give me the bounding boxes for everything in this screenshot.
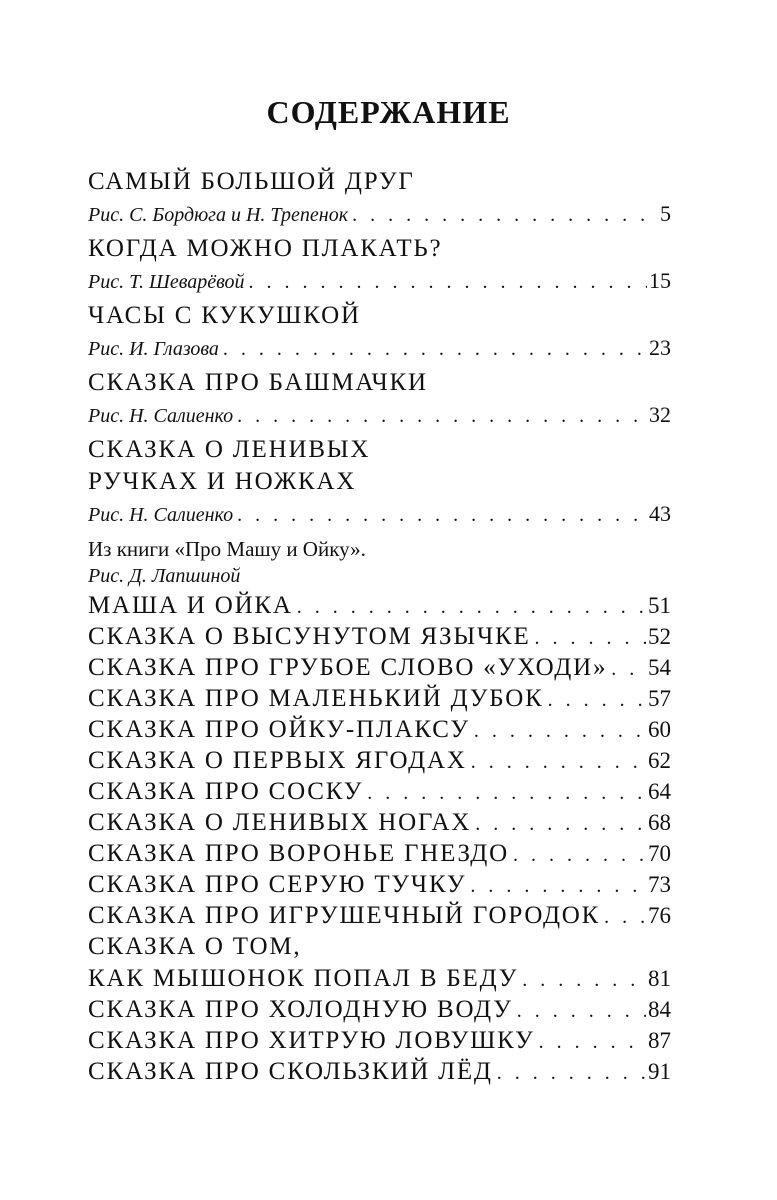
page-number: 91 <box>648 1059 671 1084</box>
dot-leader <box>493 1058 646 1089</box>
section-illustrator-row <box>88 265 671 296</box>
toc-entry <box>88 714 671 745</box>
entry-title: СКАЗКА ПРО ГРУБОЕ СЛОВО «УХОДИ» <box>88 654 608 681</box>
dot-leader <box>535 1027 646 1058</box>
dot-leader <box>600 902 646 933</box>
dot-leader <box>219 334 647 365</box>
page-number: 76 <box>648 903 671 928</box>
toc-entry <box>88 776 671 807</box>
dot-leader <box>233 500 647 531</box>
entry-title: СКАЗКА ПРО СОСКУ <box>88 778 364 805</box>
page-number: 62 <box>648 748 671 773</box>
entry-title-first-line: СКАЗКА О ТОМ, <box>88 933 302 960</box>
section-title-continued: РУЧКАХ И НОЖКАХ <box>88 468 357 495</box>
section-title: СКАЗКА О ЛЕНИВЫХ <box>88 436 371 463</box>
page-number: 32 <box>649 402 671 427</box>
toc-entry <box>88 900 671 931</box>
page-number: 54 <box>648 655 671 680</box>
illustrator-credit: Рис. Н. Салиенко <box>88 504 234 526</box>
book-illustrator-credit: Рис. Д. Лапшиной <box>88 565 241 587</box>
toc-entry <box>88 1056 671 1087</box>
toc-entry <box>88 838 671 869</box>
page-number: 70 <box>648 841 671 866</box>
dot-leader <box>531 623 646 654</box>
section-illustrator-row <box>88 498 671 529</box>
section-illustrator-row <box>88 198 671 229</box>
section-title: САМЫЙ БОЛЬШОЙ ДРУГ <box>88 168 415 195</box>
page-number: 68 <box>648 810 671 835</box>
entry-title: СКАЗКА ПРО МАЛЕНЬКИЙ ДУБОК <box>88 685 544 712</box>
entry-title: СКАЗКА ПРО СЕРУЮ ТУЧКУ <box>88 871 467 898</box>
toc-entry <box>88 590 671 621</box>
dot-leader <box>293 592 646 623</box>
dot-leader <box>466 871 646 902</box>
page-number: 51 <box>648 593 671 618</box>
dot-leader <box>607 654 646 685</box>
page-number: 57 <box>648 686 671 711</box>
page-title: СОДЕРЖАНИЕ <box>266 94 511 130</box>
page-number: 52 <box>648 624 671 649</box>
section-illustrator-row <box>88 399 671 430</box>
dot-leader <box>544 685 646 716</box>
page-number: 60 <box>648 717 671 742</box>
section-illustrator-row <box>88 332 671 363</box>
toc-entry <box>88 621 671 652</box>
dot-leader <box>509 840 646 871</box>
entry-title: СКАЗКА ПРО ХОЛОДНУЮ ВОДУ <box>88 996 513 1023</box>
book-intro: Из книги «Про Машу и Ойку». <box>88 537 366 561</box>
entry-title: СКАЗКА ПРО ВОРОНЬЕ ГНЕЗДО <box>88 840 509 867</box>
dot-leader <box>467 747 646 778</box>
dot-leader <box>363 778 646 809</box>
illustrator-credit: Рис. Н. Салиенко <box>88 405 234 427</box>
toc-entry <box>88 652 671 683</box>
dot-leader <box>348 200 658 231</box>
entry-title: СКАЗКА ПРО ОЙКУ-ПЛАКСУ <box>88 716 470 743</box>
section-title: СКАЗКА ПРО БАШМАЧКИ <box>88 369 428 396</box>
toc-entry <box>88 807 671 838</box>
page-number: 84 <box>648 997 671 1022</box>
dot-leader <box>518 965 646 996</box>
dot-leader <box>470 716 646 747</box>
entry-title: СКАЗКА О ЛЕНИВЫХ НОГАХ <box>88 809 472 836</box>
entry-title: СКАЗКА О ВЫСУНУТОМ ЯЗЫЧКЕ <box>88 623 531 650</box>
toc-entry <box>88 869 671 900</box>
page-number: 23 <box>649 335 671 360</box>
section-title: ЧАСЫ С КУКУШКОЙ <box>88 302 361 329</box>
toc-entry <box>88 745 671 776</box>
toc-entry <box>88 963 671 994</box>
dot-leader <box>245 267 647 298</box>
page-number: 81 <box>648 966 671 991</box>
section-title: КОГДА МОЖНО ПЛАКАТЬ? <box>88 235 443 262</box>
entry-title: МАША И ОЙКА <box>88 592 293 619</box>
table-of-contents <box>88 166 671 1087</box>
entry-title: СКАЗКА О ПЕРВЫХ ЯГОДАХ <box>88 747 467 774</box>
toc-entry <box>88 994 671 1025</box>
dot-leader <box>471 809 646 840</box>
toc-entry <box>88 683 671 714</box>
illustrator-credit: Рис. С. Бордюга и Н. Трепенок <box>88 204 349 226</box>
entry-title: КАК МЫШОНОК ПОПАЛ В БЕДУ <box>88 965 519 992</box>
page-number: 43 <box>649 501 671 526</box>
dot-leader <box>513 996 646 1027</box>
illustrator-credit: Рис. Т. Шеварёвой <box>88 271 245 293</box>
illustrator-credit: Рис. И. Глазова <box>88 338 219 360</box>
page-number: 5 <box>660 201 671 226</box>
entry-title: СКАЗКА ПРО ХИТРУЮ ЛОВУШКУ <box>88 1027 535 1054</box>
entry-title: СКАЗКА ПРО СКОЛЬЗКИЙ ЛЁД <box>88 1058 493 1085</box>
page-number: 73 <box>648 872 671 897</box>
page-number: 15 <box>649 268 671 293</box>
page-number: 87 <box>648 1028 671 1053</box>
dot-leader <box>233 401 647 432</box>
toc-entry <box>88 1025 671 1056</box>
entry-title: СКАЗКА ПРО ИГРУШЕЧНЫЙ ГОРОДОК <box>88 902 601 929</box>
page-number: 64 <box>648 779 671 804</box>
